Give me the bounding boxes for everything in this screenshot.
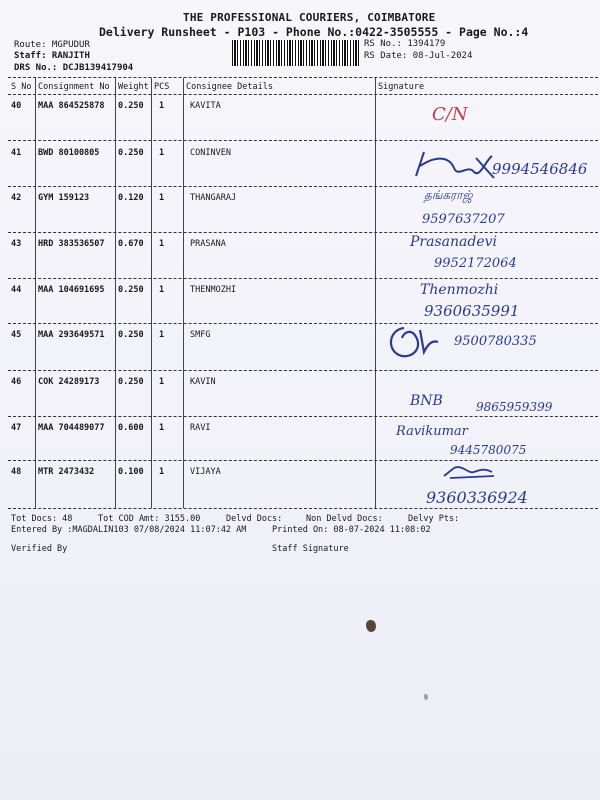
col-divider — [375, 78, 376, 508]
row-consignee: VIJAYA — [190, 467, 221, 477]
row-pcs: 1 — [159, 377, 165, 387]
delvy-pts: Delvy Pts: — [408, 514, 460, 524]
delvd-docs: Delvd Docs: — [226, 514, 283, 524]
row-sno: 44 — [11, 285, 22, 295]
drs-label: DRS No.: DCJB139417904 — [14, 63, 134, 73]
staff-label: Staff: RANJITH — [14, 51, 90, 61]
rs-date: RS Date: 08-Jul-2024 — [364, 51, 473, 61]
handwritten-signature: C/N — [432, 104, 468, 125]
row-sno: 40 — [11, 101, 22, 111]
handwritten-phone: 9445780075 — [450, 443, 527, 457]
row-consignment: MTR 2473432 — [38, 467, 95, 477]
row-divider — [8, 186, 598, 187]
row-divider — [8, 370, 598, 371]
row-consignee: RAVI — [190, 423, 211, 433]
col-divider — [115, 78, 116, 508]
row-consignee: KAVIN — [190, 377, 216, 387]
row-consignment: COK 24289173 — [38, 377, 100, 387]
handwritten-phone: 9360635991 — [424, 302, 520, 320]
row-weight: 0.250 — [118, 330, 144, 340]
col-pcs: PCS — [154, 82, 170, 92]
handwritten-signature: Prasanadevi — [410, 234, 497, 250]
verified-by: Verified By — [11, 544, 68, 554]
row-consignment: MAA 864525878 — [38, 101, 105, 111]
row-divider — [8, 460, 598, 461]
row-consignment: MAA 704489077 — [38, 423, 105, 433]
handwritten-signature: Ravikumar — [396, 424, 468, 439]
row-sno: 46 — [11, 377, 22, 387]
row-pcs: 1 — [159, 239, 165, 249]
row-weight: 0.250 — [118, 148, 144, 158]
row-weight: 0.120 — [118, 193, 144, 203]
ink-stain — [366, 620, 376, 632]
col-sno: S No — [11, 82, 32, 92]
handwritten-phone: 9952172064 — [434, 256, 517, 271]
staff-signature: Staff Signature — [272, 544, 349, 554]
row-sno: 47 — [11, 423, 22, 433]
table-top-rule — [8, 77, 598, 78]
row-consignment: BWD 80100805 — [38, 148, 100, 158]
ink-stain — [424, 694, 428, 700]
row-weight: 0.250 — [118, 285, 144, 295]
col-consignee: Consignee Details — [186, 82, 273, 92]
row-weight: 0.600 — [118, 423, 144, 433]
row-divider — [8, 232, 598, 233]
rs-no: RS No.: 1394179 — [364, 39, 446, 49]
row-consignment: MAA 293649571 — [38, 330, 105, 340]
row-pcs: 1 — [159, 193, 165, 203]
company-name: THE PROFESSIONAL COURIERS, COIMBATORE — [183, 11, 436, 24]
row-consignee: CONINVEN — [190, 148, 231, 158]
row-consignee: THANGARAJ — [190, 193, 237, 203]
col-weight: Weight — [118, 82, 149, 92]
row-weight: 0.670 — [118, 239, 144, 249]
handwritten-phone: 9500780335 — [454, 334, 537, 349]
row-divider — [8, 323, 598, 324]
handwritten-signature: BNB — [410, 393, 443, 409]
row-consignment: MAA 104691695 — [38, 285, 105, 295]
handwritten-signature: தங்கராஜ் — [424, 188, 473, 202]
non-delvd-docs: Non Delvd Docs: — [306, 514, 383, 524]
col-consignment: Consignment No — [38, 82, 110, 92]
row-sno: 42 — [11, 193, 22, 203]
row-consignee: THENMOZHI — [190, 285, 237, 295]
handwritten-phone: 9597637207 — [422, 212, 505, 227]
route-label: Route: MGPUDUR — [14, 40, 90, 50]
row-divider — [8, 140, 598, 141]
handwritten-phone: 9360336924 — [426, 488, 528, 507]
row-consignee: KAVITA — [190, 101, 221, 111]
tot-cod-amt: Tot COD Amt: 3155.00 — [98, 514, 201, 524]
row-sno: 41 — [11, 148, 22, 158]
row-consignment: GYM 159123 — [38, 193, 90, 203]
row-pcs: 1 — [159, 330, 165, 340]
col-divider — [183, 78, 184, 508]
table-header-rule — [8, 94, 598, 95]
row-consignee: PRASANA — [190, 239, 226, 249]
runsheet-subtitle: Delivery Runsheet - P103 - Phone No.:0422-3505555 - Page No.:4 — [99, 25, 529, 39]
row-weight: 0.250 — [118, 101, 144, 111]
row-weight: 0.100 — [118, 467, 144, 477]
entered-by: Entered By :MAGDALIN103 07/08/2024 11:07:42 AM — [11, 525, 247, 535]
row-weight: 0.250 — [118, 377, 144, 387]
row-divider — [8, 416, 598, 417]
row-pcs: 1 — [159, 101, 165, 111]
row-sno: 45 — [11, 330, 22, 340]
handwritten-signature: Thenmozhi — [420, 282, 499, 298]
row-pcs: 1 — [159, 467, 165, 477]
col-signature: Signature — [378, 82, 425, 92]
table-bottom-rule — [8, 508, 598, 509]
barcode — [232, 40, 360, 66]
row-consignee: SMFG — [190, 330, 211, 340]
signature-scribble — [384, 322, 444, 362]
handwritten-phone: 9865959399 — [476, 400, 553, 414]
tot-docs: Tot Docs: 48 — [11, 514, 73, 524]
handwritten-phone: 9994546846 — [492, 160, 588, 178]
printed-on: Printed On: 08-07-2024 11:08:02 — [272, 525, 431, 535]
row-sno: 43 — [11, 239, 22, 249]
signature-scribble — [440, 462, 500, 482]
row-pcs: 1 — [159, 423, 165, 433]
col-divider — [35, 78, 36, 508]
signature-scribble — [410, 148, 500, 183]
row-divider — [8, 278, 598, 279]
row-pcs: 1 — [159, 285, 165, 295]
row-pcs: 1 — [159, 148, 165, 158]
row-sno: 48 — [11, 467, 22, 477]
col-divider — [151, 78, 152, 508]
row-consignment: HRD 383536507 — [38, 239, 105, 249]
